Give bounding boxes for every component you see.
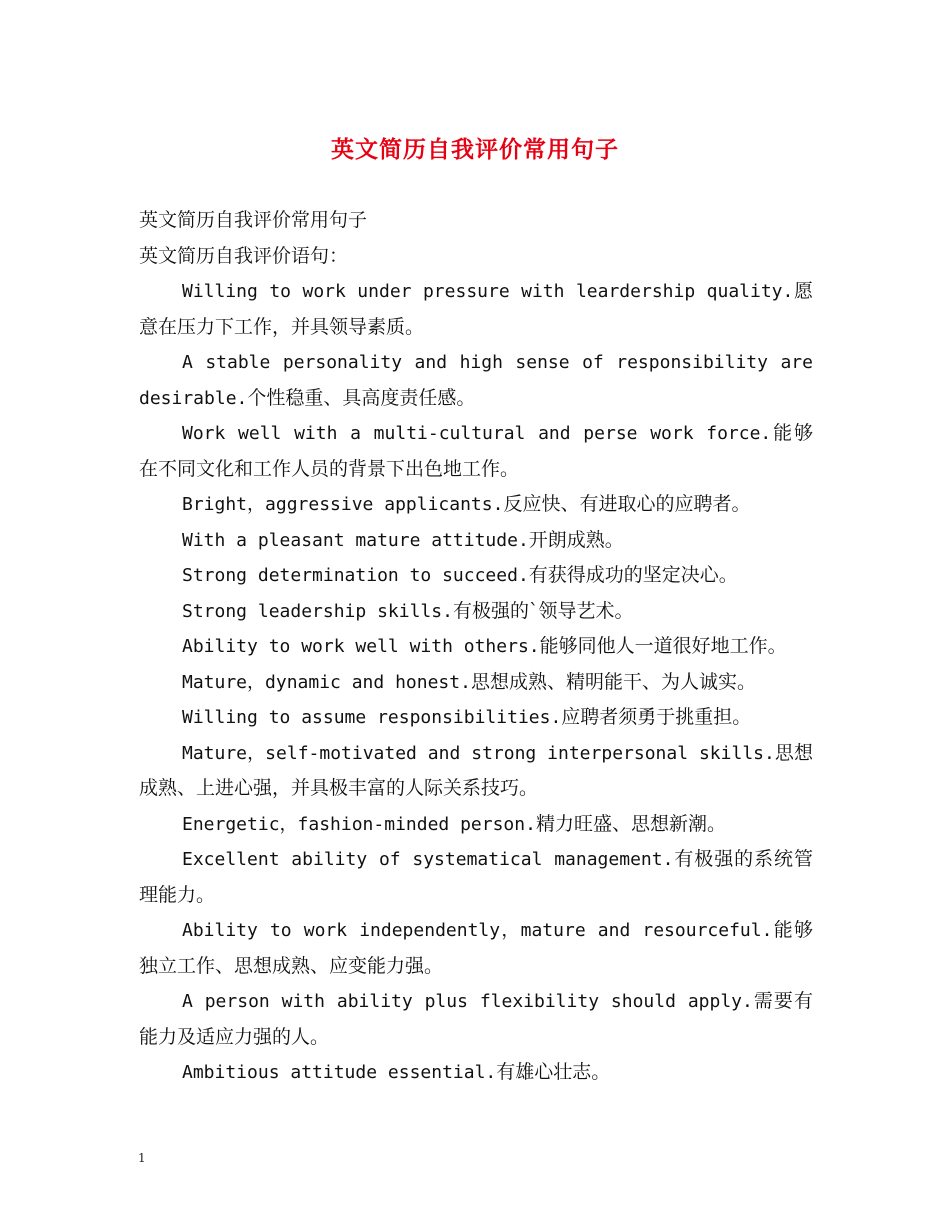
document-body — [139, 203, 813, 1091]
entry-paragraph — [139, 629, 813, 665]
entry-chinese: 有极强的`领导艺术。 — [452, 599, 634, 622]
page-number: 1 — [138, 1151, 146, 1165]
entry-chinese: 有极强的系统管理能力。 — [139, 848, 813, 906]
entry-english: A stable personality and high sense of responsibility are desirable. — [139, 352, 813, 409]
entry-english: Energetic，fashion-minded person. — [182, 813, 536, 835]
entry-paragraph — [139, 807, 813, 843]
entry-paragraph — [139, 558, 813, 594]
entry-chinese: 有雄心壮志。 — [496, 1061, 611, 1083]
document-title: 英文简历自我评价常用句子 — [331, 136, 619, 163]
entry-chinese: 反应快、有进取心的应聘者。 — [503, 493, 751, 515]
entry-english: Excellent ability of systematical management. — [182, 849, 674, 870]
entry-chinese: 个性稳重、具高度责任感。 — [247, 386, 476, 409]
entry-english: Strong leadership skills. — [182, 600, 453, 622]
entry-english: Mature，dynamic and honest. — [182, 671, 471, 693]
entry-chinese: 愿意在压力下工作，并具领导素质。 — [139, 280, 813, 338]
entry-paragraph — [139, 594, 813, 630]
entry-paragraph — [139, 984, 813, 1055]
entry-paragraph — [139, 1055, 813, 1091]
entry-paragraph — [139, 913, 813, 984]
entry-chinese: 有获得成功的坚定决心。 — [528, 564, 738, 586]
entry-chinese: 思想成熟、精明能干、为人诚实。 — [470, 670, 756, 693]
entry-paragraph — [139, 416, 813, 487]
entry-paragraph — [139, 700, 813, 736]
heading-line: 英文简历自我评价常用句子 — [139, 209, 368, 231]
entry-paragraph — [139, 345, 813, 416]
entry-english: With a pleasant mature attitude. — [182, 529, 529, 551]
entry-english: Bright，aggressive applicants. — [182, 494, 504, 515]
entry-chinese: 开朗成熟。 — [528, 528, 624, 551]
entry-english: A person with ability plus flexibility should apply. — [182, 991, 753, 1012]
entry-chinese: 能够同他人一道很好地工作。 — [539, 635, 787, 657]
entry-english: Willing to work under pressure with leardership quality. — [182, 281, 794, 302]
entry-english: Willing to assume responsibilities. — [182, 707, 562, 728]
entry-english: Ambitious attitude essential. — [182, 1062, 497, 1083]
entry-paragraph — [139, 523, 813, 559]
entry-chinese: 精力旺盛、思想新潮。 — [535, 812, 726, 835]
entry-chinese: 需要有能力及适应力强的人。 — [139, 990, 813, 1048]
entry-paragraph — [139, 487, 813, 523]
entry-english: Work well with a multi-cultural and perse work force. — [182, 423, 772, 444]
entry-paragraph — [139, 736, 813, 807]
entry-paragraph — [139, 665, 813, 701]
entry-chinese: 应聘者须勇于挑重担。 — [561, 706, 752, 728]
entry-paragraph — [139, 842, 813, 913]
entry-english: Strong determination to succeed. — [182, 565, 529, 586]
entry-paragraph — [139, 274, 813, 345]
entry-english: Ability to work independently，mature and resourceful. — [182, 920, 773, 941]
entry-chinese: 能够在不同文化和工作人员的背景下出色地工作。 — [139, 422, 813, 480]
subheading-line: 英文简历自我评价语句： — [139, 244, 349, 267]
entry-english: Mature，self-motivated and strong interpersonal skills. — [182, 742, 775, 764]
entry-chinese: 思想成熟、上进心强，并具极丰富的人际关系技巧。 — [139, 741, 813, 799]
entry-chinese: 能够独立工作、思想成熟、应变能力强。 — [139, 919, 813, 977]
entry-english: Ability to work well with others. — [182, 636, 540, 657]
